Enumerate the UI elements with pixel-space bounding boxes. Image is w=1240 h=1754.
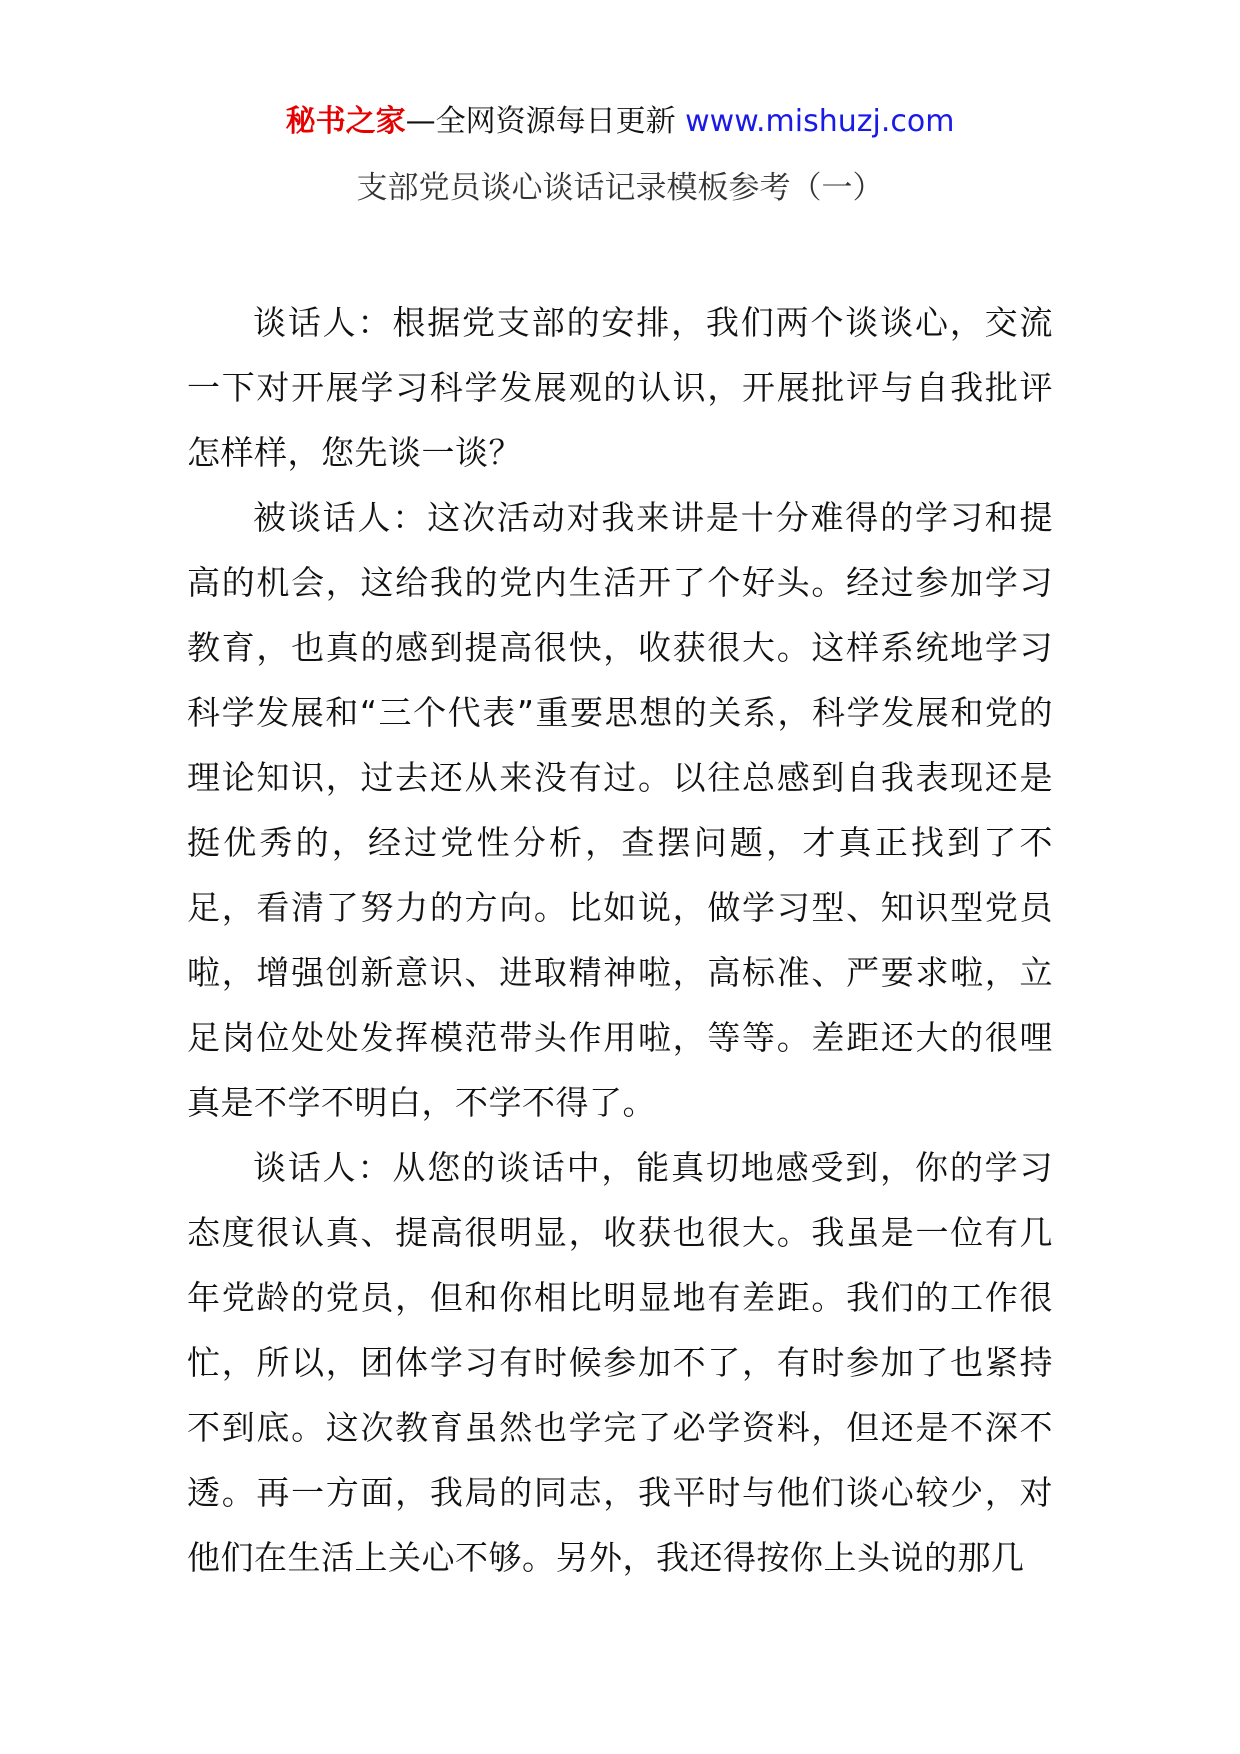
- header-tagline: —全网资源每日更新: [405, 104, 686, 139]
- paragraph: 被谈话人：这次活动对我来讲是十分难得的学习和提高的机会，这给我的党内生活开了个好头。经过参加学习教育，也真的感到提高很快，收获很大。这样系统地学习科学发展和“三个代表”重要思想的关系，科学发展和党的理论知识，过去还从来没有过。以往总感到自我表现还是挺优秀的，经过党性分析，查摆问题，才真正找到了不足，看清了努力的方向。比如说，做学习型、知识型党员啦，增强创新意识、进取精神啦，高标准、严要求啦，立足岗位处处发挥模范带头作用啦，等等。差距还大的很哩真是不学不明白，不学不得了。: [187, 498, 1053, 1122]
- paragraph: 谈话人：从您的谈话中，能真切地感受到，你的学习态度很认真、提高很明显，收获也很大。我虽是一位有几年党龄的党员，但和你相比明显地有差距。我们的工作很忙，所以，团体学习有时候参加不了，有时参加了也紧持不到底。这次教育虽然也学完了必学资料，但还是不深不透。再一方面，我局的同志，我平时与他们谈心较少，对他们在生活上关心不够。另外，我还得按你上头说的那几: [187, 1148, 1053, 1577]
- site-url-link[interactable]: www.mishuzj.com: [685, 104, 955, 139]
- site-header: [0, 100, 1240, 144]
- brand-name: 秘书之家: [285, 104, 406, 139]
- document-title: 支部党员谈心谈话记录模板参考（一）: [356, 170, 884, 206]
- paragraph: 谈话人：根据党支部的安排，我们两个谈谈心，交流一下对开展学习科学发展观的认识，开展批评与自我批评怎样样，您先谈一谈？: [187, 303, 1053, 472]
- document-body: [187, 290, 1053, 1590]
